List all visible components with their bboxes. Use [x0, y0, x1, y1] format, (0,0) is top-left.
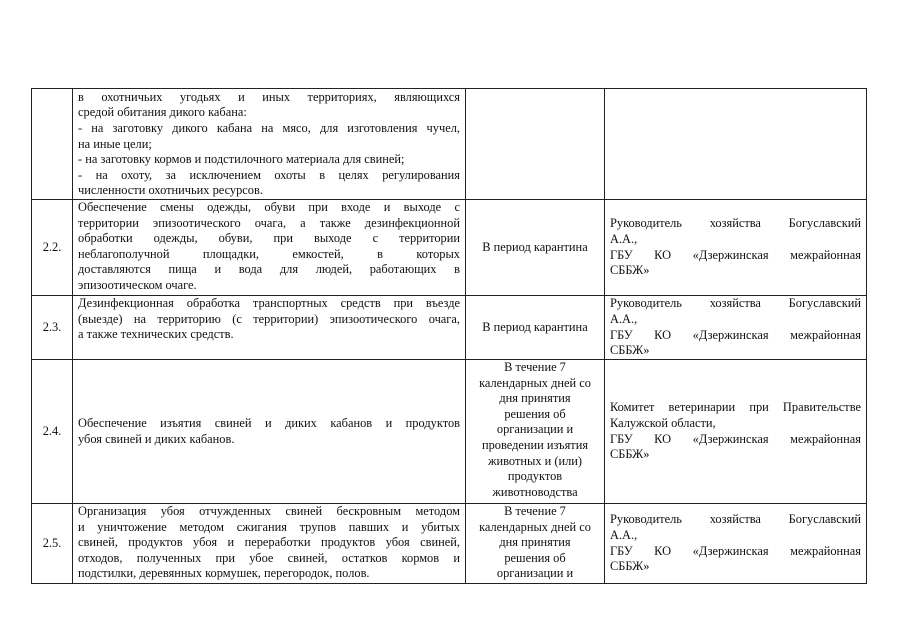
term-line: дня принятия: [499, 535, 571, 550]
action-line: свиней, продуктов убоя и переработки продуктов убоя свиней,: [78, 535, 460, 550]
action-line: Обеспечение изъятия свиней и диких кабанов и продуктов: [78, 415, 460, 430]
responsible-line: ГБУ КО «Дзержинская межрайонная: [610, 327, 861, 342]
item-number: 2.2.: [42, 239, 62, 254]
table-row: [32, 200, 867, 296]
responsible-line: А.А.,: [610, 231, 638, 246]
measures-table: [31, 88, 867, 584]
item-number: 2.5.: [42, 535, 62, 550]
action-line: (выезде) на территорию (с территории) эпизоотического очага,: [78, 311, 460, 326]
responsible-line: Руководитель хозяйства Богуславский: [610, 216, 861, 231]
action-line: - на охоту, за исключением охоты в целях регулирования: [78, 167, 460, 182]
responsible-line: А.А.,: [610, 311, 638, 326]
action-line: территории эпизоотического очага, а также дезинфекционной: [78, 215, 460, 230]
action-line: эпизоотическом очаге.: [78, 277, 197, 292]
term-cell: [466, 360, 605, 504]
action-line: а также технических средств.: [78, 327, 234, 342]
action-line: Организация убоя отчужденных свиней бескровным методом: [78, 504, 460, 518]
responsible-cell: [605, 89, 867, 200]
term-cell: [466, 89, 605, 200]
responsible-cell: [605, 360, 867, 504]
responsible-line: Руководитель хозяйства Богуславский: [610, 296, 861, 311]
responsible-line: Руководитель хозяйства Богуславский: [610, 512, 861, 527]
term-line: календарных дней со: [479, 519, 591, 534]
term-cell: [466, 296, 605, 360]
action-line: численности охотничьих ресурсов.: [78, 183, 263, 198]
responsible-cell: [605, 504, 867, 584]
responsible-line: Калужской области,: [610, 415, 716, 430]
item-number-cell: [32, 504, 73, 584]
action-line: в охотничьих угодьях и иных территориях, являющихся: [78, 89, 460, 104]
term-cell: [466, 200, 605, 296]
term-line: В период карантина: [482, 239, 588, 254]
term-line: продуктов: [507, 469, 563, 484]
item-number-cell: [32, 360, 73, 504]
responsible-line: ГБУ КО «Дзержинская межрайонная: [610, 431, 861, 446]
term-line: дня принятия: [499, 391, 571, 406]
table-row: [32, 89, 867, 200]
table-row: [32, 504, 867, 584]
action-line: и уничтожение методом сжигания трупов павших и убитых: [78, 519, 460, 534]
action-cell: [73, 504, 466, 584]
term-cell: [466, 504, 605, 584]
action-line: на иные цели;: [78, 136, 152, 151]
responsible-line: СББЖ»: [610, 263, 650, 278]
action-line: - на заготовку дикого кабана на мясо, для изготовления чучел,: [78, 121, 460, 136]
item-number-cell: [32, 200, 73, 296]
action-line: - на заготовку кормов и подстилочного материала для свиней;: [78, 152, 405, 167]
action-line: доставляются пища и вода для людей, работающих в: [78, 262, 460, 277]
action-line: подстилки, деревянных кормушек, перегородок, полов.: [78, 566, 370, 581]
responsible-line: СББЖ»: [610, 559, 650, 574]
responsible-cell: [605, 296, 867, 360]
table-row: [32, 360, 867, 504]
action-line: обработки одежды, обуви, при выходе с территории: [78, 231, 460, 246]
term-line: организации и: [496, 422, 574, 437]
term-line: В период карантина: [482, 319, 588, 334]
action-line: неблагополучной площадки, емкостей, в которых: [78, 246, 460, 261]
term-line: проведении изъятия: [481, 437, 589, 452]
term-line: В течение 7: [504, 504, 566, 518]
term-line: решения об: [504, 550, 566, 565]
action-cell: [73, 360, 466, 504]
responsible-line: СББЖ»: [610, 343, 650, 358]
term-line: организации и: [496, 566, 574, 581]
responsible-line: СББЖ»: [610, 447, 650, 462]
item-number: 2.4.: [42, 423, 62, 438]
term-line: календарных дней со: [479, 375, 591, 390]
action-line: Дезинфекционная обработка транспортных средств при въезде: [78, 296, 460, 310]
action-line: Обеспечение смены одежды, обуви при входе и выходе с: [78, 200, 460, 214]
term-line: животноводства: [492, 484, 578, 499]
item-number-cell: [32, 296, 73, 360]
action-cell: [73, 296, 466, 360]
item-number: 2.3.: [42, 319, 62, 334]
item-number-cell: [32, 89, 73, 200]
responsible-line: ГБУ КО «Дзержинская межрайонная: [610, 543, 861, 558]
responsible-line: ГБУ КО «Дзержинская межрайонная: [610, 247, 861, 262]
responsible-line: Комитет ветеринарии при Правительстве: [610, 400, 861, 415]
action-line: отходов, полученных при убое свиней, остатков кормов и: [78, 550, 460, 565]
term-line: животных и (или): [487, 453, 583, 468]
responsible-line: А.А.,: [610, 527, 638, 542]
term-line: В течение 7: [504, 360, 566, 374]
action-line: убоя свиней и диких кабанов.: [78, 431, 235, 446]
responsible-cell: [605, 200, 867, 296]
measures-table-body: [32, 89, 867, 584]
action-cell: [73, 89, 466, 200]
action-line: средой обитания дикого кабана:: [78, 105, 247, 120]
table-row: [32, 296, 867, 360]
term-line: решения об: [504, 406, 566, 421]
action-cell: [73, 200, 466, 296]
